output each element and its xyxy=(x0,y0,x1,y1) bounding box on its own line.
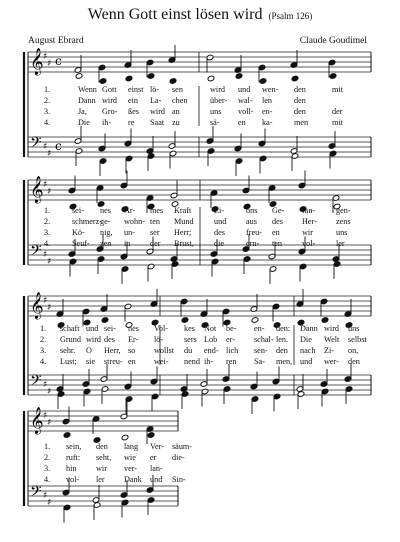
lyric-syllable: kes xyxy=(184,324,195,333)
lyric-syllable: wird xyxy=(86,335,102,344)
lyric-syllable: nig, xyxy=(100,228,113,237)
lyric-syllable: vol- xyxy=(302,239,316,248)
lyric-syllable: ruft: xyxy=(66,453,81,462)
alto-note xyxy=(291,75,299,82)
lyric-syllable: schaft xyxy=(60,324,80,333)
bass-staff xyxy=(28,245,371,265)
lyric-syllable: du xyxy=(184,346,193,355)
alto-note xyxy=(259,78,267,85)
lyric-syllable: La- xyxy=(150,96,162,105)
lyric-syllable: lö- xyxy=(150,85,160,94)
sharp-icon: ♯ xyxy=(43,411,48,421)
lyric-syllable: Er- xyxy=(128,335,139,344)
lyric-syllable: Mund xyxy=(174,217,194,226)
lyricist-credit: August Ebrard xyxy=(28,36,84,46)
lyric-syllable: Kraft xyxy=(174,206,192,215)
lyric-syllable: und xyxy=(300,357,313,366)
lyric-syllable: en xyxy=(128,357,136,366)
lyric-syllable: lang xyxy=(124,442,139,451)
treble-staff xyxy=(28,296,371,316)
lyric-syllable: sen xyxy=(172,85,183,94)
verse-number: 3. xyxy=(40,346,47,355)
lyric-syllable: sei- xyxy=(72,206,84,215)
alto-note xyxy=(63,432,71,439)
lyric-syllable: hin xyxy=(66,464,77,473)
verse-number: 4. xyxy=(44,239,51,248)
lyric-syllable: und xyxy=(150,475,163,484)
verse-number: 2. xyxy=(40,335,47,344)
verse-number: 4. xyxy=(44,475,51,484)
lyric-syllable: den xyxy=(96,442,108,451)
verse-number: 1. xyxy=(44,442,51,451)
verse-number: 4. xyxy=(40,357,47,366)
sharp-icon: ♯ xyxy=(47,418,52,428)
lyric-syllable: wei- xyxy=(154,357,169,366)
lyric-syllable: nach xyxy=(300,346,316,355)
lyric-syllable: wir xyxy=(302,228,313,237)
verse-number: 1. xyxy=(44,206,51,215)
lyric-syllable: lich xyxy=(226,346,239,355)
alto-note xyxy=(147,73,155,80)
lyric-syllable: ren xyxy=(226,357,237,366)
sharp-icon: ♯ xyxy=(43,296,48,306)
sharp-icon: ♯ xyxy=(47,498,52,508)
lyric-syllable: die- xyxy=(172,453,185,462)
bass-clef-icon: 𝄢 xyxy=(30,242,42,263)
lyric-syllable: Vol- xyxy=(154,324,168,333)
lyric-syllable: Lob xyxy=(204,335,218,344)
lyric-syllable: zens xyxy=(336,217,351,226)
lyric-syllable: en xyxy=(272,228,280,237)
sharp-icon: ♯ xyxy=(47,303,52,313)
lyric-syllable: ser xyxy=(150,228,160,237)
lyric-syllable: Herr, xyxy=(104,346,121,355)
lyric-syllable: schal- xyxy=(254,335,274,344)
sharp-icon: ♯ xyxy=(43,380,48,390)
lyric-syllable: chen xyxy=(172,96,188,105)
alto-note xyxy=(99,78,107,85)
bass-clef-icon: 𝄢 xyxy=(30,372,42,393)
lyric-syllable: ver- xyxy=(124,464,138,473)
lyric-syllable: den: xyxy=(276,324,291,333)
lyric-syllable: Ja, xyxy=(78,107,87,116)
sharp-icon: ♯ xyxy=(47,387,52,397)
lyric-syllable: und xyxy=(238,85,251,94)
lyric-syllable: Zi- xyxy=(214,206,225,215)
lyric-syllable: Sin- xyxy=(172,475,186,484)
lyric-syllable: sei- xyxy=(104,324,116,333)
lyric-syllable: wir xyxy=(96,464,107,473)
lyric-syllable: Zi- xyxy=(324,346,335,355)
lyric-syllable: ein xyxy=(128,96,139,105)
lyric-syllable: wird xyxy=(324,324,340,333)
verse-number: 4. xyxy=(44,118,51,127)
verse-number: 3. xyxy=(44,107,51,116)
verse-number: 3. xyxy=(44,464,51,473)
lyric-syllable: Wenn xyxy=(78,85,97,94)
sharp-icon: ♯ xyxy=(43,491,48,501)
lyric-syllable: wal- xyxy=(238,96,253,105)
verse-number: 1. xyxy=(40,324,47,333)
lyric-syllable: Die xyxy=(78,118,90,127)
lyric-syllable: den xyxy=(276,346,288,355)
lyric-syllable: aus xyxy=(246,217,257,226)
lyric-syllable: ler xyxy=(336,239,345,248)
lyric-syllable: be- xyxy=(226,324,237,333)
sharp-icon: ♯ xyxy=(47,187,52,197)
lyric-syllable: Die xyxy=(300,335,312,344)
lyric-syllable: Gro- xyxy=(102,107,118,116)
lyric-syllable: und xyxy=(214,217,227,226)
lyric-syllable: men, xyxy=(276,357,293,366)
lyric-syllable: en- xyxy=(254,324,265,333)
lyric-syllable: lan- xyxy=(150,464,163,473)
lyric-syllable: ka- xyxy=(262,118,273,127)
verse-number: 2. xyxy=(44,217,51,226)
lyric-syllable: mit xyxy=(332,118,343,127)
verse-number: 2. xyxy=(44,96,51,105)
lyric-syllable: wohn- xyxy=(124,217,145,226)
lyric-syllable: den xyxy=(294,107,306,116)
alto-note xyxy=(181,317,189,324)
lyric-syllable: fan- xyxy=(302,206,316,215)
lyric-syllable: men xyxy=(294,118,309,127)
lyric-syllable: nend xyxy=(184,357,200,366)
lyric-syllable: ons xyxy=(246,206,258,215)
lyric-syllable: sehr. xyxy=(60,346,76,355)
lyric-syllable: nes xyxy=(100,206,111,215)
alto-note xyxy=(321,317,329,324)
lyric-syllable: Dann xyxy=(78,96,96,105)
lyric-syllable: ge- xyxy=(100,217,111,226)
verse-number: 1. xyxy=(44,85,51,94)
alto-note xyxy=(329,73,337,80)
alto-note xyxy=(235,73,243,80)
lyric-syllable: selbst xyxy=(348,335,367,344)
lyric-syllable: zu xyxy=(172,118,180,127)
lyric-syllable: wird xyxy=(210,85,226,94)
lyric-syllable: sers xyxy=(184,335,197,344)
lyric-syllable: den xyxy=(294,85,306,94)
lyric-syllable: Ver- xyxy=(150,442,164,451)
lyric-syllable: on, xyxy=(348,346,359,355)
lyric-syllable: Seuf- xyxy=(72,239,90,248)
alto-note xyxy=(125,75,133,82)
sharp-icon: ♯ xyxy=(43,52,48,62)
treble-staff xyxy=(28,180,371,200)
lyric-syllable: Sa- xyxy=(254,357,265,366)
lyric-syllable: säum- xyxy=(172,442,193,451)
lyric-syllable: ten xyxy=(150,217,161,226)
lyric-syllable: gen- xyxy=(336,206,351,215)
lyric-syllable: die xyxy=(214,239,225,248)
lyric-syllable: über- xyxy=(210,96,228,105)
common-time-icon: c xyxy=(55,139,62,153)
hymn-title: Wenn Gott einst lösen wird xyxy=(87,6,263,23)
alto-note xyxy=(121,434,129,441)
common-time-icon: c xyxy=(55,54,62,68)
treble-clef-icon: 𝄞 xyxy=(30,408,44,434)
alto-note xyxy=(75,73,83,80)
sharp-icon: ♯ xyxy=(47,257,52,267)
alto-note xyxy=(101,317,109,324)
psalm-reference: (Psalm 126) xyxy=(268,11,313,21)
verse-number: 2. xyxy=(44,453,51,462)
lyric-syllable: uns xyxy=(348,324,360,333)
lyric-syllable: ern- xyxy=(246,239,260,248)
lyric-syllable: sein, xyxy=(66,442,82,451)
lyric-syllable: mit xyxy=(332,85,343,94)
lyric-syllable: Grund xyxy=(60,335,81,344)
lyric-syllable: ler xyxy=(96,475,105,484)
lyric-syllable: sen- xyxy=(254,346,268,355)
alto-note xyxy=(169,78,177,85)
lyric-syllable: Not xyxy=(204,324,217,333)
lyric-syllable: Kö- xyxy=(72,228,85,237)
bass-staff xyxy=(28,375,371,395)
lyric-syllable: Ge- xyxy=(272,206,285,215)
lyric-syllable: in xyxy=(124,239,131,248)
lyric-syllable: voll- xyxy=(238,107,254,116)
lyric-syllable: Dank xyxy=(124,475,142,484)
treble-clef-icon: 𝄞 xyxy=(30,49,44,75)
lyric-syllable: Welt xyxy=(324,335,340,344)
lyric-syllable: uns xyxy=(336,228,348,237)
lyric-syllable: er- xyxy=(226,335,235,344)
lyric-syllable: Lust; xyxy=(60,357,77,366)
lyric-syllable: Gott xyxy=(102,85,117,94)
lyric-syllable: zen xyxy=(100,239,112,248)
bass-clef-icon: 𝄢 xyxy=(30,134,42,155)
alto-note xyxy=(147,432,155,439)
lyric-syllable: ih- xyxy=(102,118,112,127)
lyric-syllable: der xyxy=(150,239,161,248)
lyric-syllable: seht, xyxy=(96,453,112,462)
lyric-syllable: wird xyxy=(102,96,118,105)
alto-note xyxy=(251,317,259,324)
lyric-syllable: wollst xyxy=(154,346,175,355)
alto-note xyxy=(207,75,215,82)
sharp-icon: ♯ xyxy=(47,59,52,69)
bass-clef-icon: 𝄢 xyxy=(30,483,42,504)
lyric-syllable: an xyxy=(172,107,180,116)
lyric-syllable: Dann xyxy=(300,324,318,333)
lyric-syllable: lö- xyxy=(154,335,164,344)
lyric-syllable: Herr; xyxy=(174,228,192,237)
lyric-syllable: streu- xyxy=(104,357,123,366)
lyric-syllable: des xyxy=(104,335,115,344)
lyric-syllable: en xyxy=(238,118,246,127)
sharp-icon: ♯ xyxy=(47,149,52,159)
lyric-syllable: Her- xyxy=(302,217,317,226)
lyric-syllable: freu- xyxy=(246,228,262,237)
lyric-syllable: der xyxy=(332,107,343,116)
sharp-icon: ♯ xyxy=(43,180,48,190)
lyric-syllable: des xyxy=(214,228,225,237)
lyric-syllable: den xyxy=(348,357,360,366)
treble-clef-icon: 𝄞 xyxy=(30,293,44,319)
lyric-syllable: wen- xyxy=(262,85,279,94)
lyric-syllable: len. xyxy=(276,335,289,344)
lyric-syllable: vol- xyxy=(66,475,80,484)
lyric-syllable: O xyxy=(86,346,92,355)
verse-number: 3. xyxy=(44,228,51,237)
lyric-syllable: den xyxy=(294,96,306,105)
lyric-syllable: en- xyxy=(262,107,273,116)
lyric-syllable: mes xyxy=(150,206,164,215)
treble-clef-icon: 𝄞 xyxy=(30,177,44,203)
lyric-syllable: wie xyxy=(124,453,136,462)
composer-credit: Claude Goudimel xyxy=(299,36,367,46)
lyric-syllable: ih- xyxy=(204,357,214,366)
lyric-syllable: wird xyxy=(150,107,166,116)
lyric-syllable: er xyxy=(150,453,157,462)
lyric-syllable: Brust, xyxy=(174,239,194,248)
lyric-syllable: wer- xyxy=(324,357,339,366)
lyric-syllable: des xyxy=(272,217,283,226)
lyric-syllable: so xyxy=(128,346,136,355)
lyric-syllable: re xyxy=(128,118,135,127)
lyric-syllable: uns xyxy=(210,107,222,116)
sharp-icon: ♯ xyxy=(43,142,48,152)
lyric-syllable: nes xyxy=(128,324,139,333)
lyric-syllable: einst xyxy=(128,85,144,94)
lyric-syllable: len xyxy=(262,96,273,105)
lyric-syllable: und xyxy=(86,324,99,333)
lyric-syllable: Saat xyxy=(150,118,165,127)
lyric-syllable: Ar- xyxy=(124,206,136,215)
lyric-syllable: schmerz- xyxy=(72,217,103,226)
lyric-syllable: end- xyxy=(204,346,219,355)
lyric-syllable: ßes xyxy=(128,107,139,116)
lyric-syllable: un- xyxy=(124,228,135,237)
sharp-icon: ♯ xyxy=(43,250,48,260)
lyric-syllable: sä- xyxy=(210,118,220,127)
lyric-syllable: ten xyxy=(272,239,283,248)
lyric-syllable: sie xyxy=(86,357,96,366)
